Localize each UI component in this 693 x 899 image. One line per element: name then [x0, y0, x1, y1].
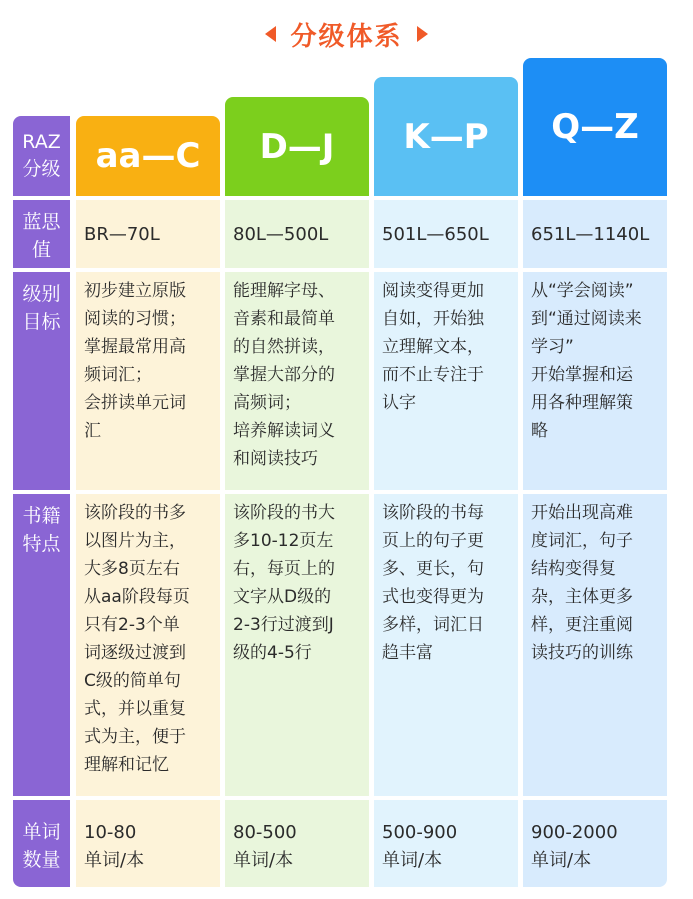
- page-title: 分级体系: [290, 21, 403, 52]
- text-line: 和阅读技巧: [233, 449, 318, 469]
- lexile-cell-aa-c: BR—70L: [76, 200, 220, 268]
- goals-cell-aa-c: [76, 272, 220, 490]
- text-line: 能理解字母、: [233, 281, 335, 301]
- text-line: 10-80: [84, 822, 137, 843]
- text-line: 略: [531, 421, 548, 441]
- text-line: 自如，开始独: [382, 309, 484, 329]
- level-header-q-z: Q—Z: [523, 58, 667, 196]
- text-line: 立理解文本，: [382, 337, 484, 357]
- text-line: 频词汇；: [84, 365, 152, 385]
- text-line: 用各种理解策: [531, 393, 633, 413]
- row-label-features: [13, 494, 70, 796]
- text-line: 只有2-3个单: [84, 615, 180, 635]
- level-header-aa-c: aa—C: [76, 116, 220, 196]
- text-line: C级的简单句: [84, 671, 181, 691]
- text-line: 大多8页左右: [84, 559, 180, 579]
- text-line: 多样，词汇日: [382, 615, 484, 635]
- text-line: 文字从D级的: [233, 587, 332, 607]
- text-line: 掌握大部分的: [233, 365, 335, 385]
- text-line: 式为主，便于: [84, 727, 186, 747]
- text-line: 该阶段的书每: [382, 503, 484, 523]
- words-cell-q-z: [523, 800, 667, 887]
- level-header-d-j: D—J: [225, 97, 369, 196]
- row-label-line: 数量: [22, 849, 61, 871]
- text-line: 词逐级过渡到: [84, 643, 186, 663]
- row-label-goals: [13, 272, 70, 490]
- words-cell-d-j: [225, 800, 369, 887]
- row-label-line: 蓝思: [22, 211, 61, 233]
- goals-cell-d-j: [225, 272, 369, 490]
- text-line: 2-3行过渡到J: [233, 615, 334, 635]
- text-line: 右，每页上的: [233, 559, 335, 579]
- text-line: 以图片为主，: [84, 531, 186, 551]
- lexile-cell-k-p: 501L—650L: [374, 200, 518, 268]
- row-label-line: 单词: [22, 821, 61, 843]
- text-line: 杂，主体更多: [531, 587, 633, 607]
- text-line: 阅读变得更加: [382, 281, 484, 301]
- row-label-line: 特点: [22, 533, 61, 555]
- title-bar: [0, 14, 693, 54]
- row-label-line: 目标: [22, 311, 61, 333]
- row-label-line: 级别: [22, 283, 61, 305]
- text-line: 页上的句子更: [382, 531, 484, 551]
- features-cell-aa-c: [76, 494, 220, 796]
- text-line: 度词汇，句子: [531, 531, 633, 551]
- text-line: 理解和记忆: [84, 755, 169, 775]
- text-line: 从aa阶段每页: [84, 587, 190, 607]
- lexile-cell-q-z: 651L—1140L: [523, 200, 667, 268]
- text-line: 汇: [84, 421, 101, 441]
- text-line: 单词/本: [382, 850, 443, 871]
- text-line: 900-2000: [531, 822, 618, 843]
- text-line: 80-500: [233, 822, 297, 843]
- text-line: 的自然拼读，: [233, 337, 335, 357]
- text-line: 认字: [382, 393, 416, 413]
- text-line: 500-900: [382, 822, 458, 843]
- text-line: 初步建立原版: [84, 281, 186, 301]
- features-cell-k-p: [374, 494, 518, 796]
- text-line: 结构变得复: [531, 559, 616, 579]
- lexile-cell-d-j: 80L—500L: [225, 200, 369, 268]
- text-line: 该阶段的书多: [84, 503, 186, 523]
- features-cell-q-z: [523, 494, 667, 796]
- text-line: 单词/本: [531, 850, 592, 871]
- goals-cell-k-p: [374, 272, 518, 490]
- text-line: 式，并以重复: [84, 699, 186, 719]
- text-line: 该阶段的书大: [233, 503, 335, 523]
- text-line: 单词/本: [233, 850, 294, 871]
- text-line: 趋丰富: [382, 643, 433, 663]
- text-line: 多、更长，句: [382, 559, 484, 579]
- goals-cell-q-z: [523, 272, 667, 490]
- raz-header-line: RAZ: [22, 131, 61, 153]
- row-label-lexile: [13, 200, 70, 268]
- text-line: 音素和最简单: [233, 309, 335, 329]
- text-line: 式也变得更为: [382, 587, 484, 607]
- text-line: 而不止专注于: [382, 365, 484, 385]
- text-line: 掌握最常用高: [84, 337, 186, 357]
- text-line: 多10-12页左: [233, 531, 334, 551]
- text-line: 读技巧的训练: [531, 643, 633, 663]
- row-label-words: [13, 800, 70, 887]
- text-line: 高频词；: [233, 393, 301, 413]
- words-cell-k-p: [374, 800, 518, 887]
- level-header-k-p: K—P: [374, 77, 518, 196]
- text-line: 到“通过阅读来: [531, 309, 642, 329]
- row-label-line: 书籍: [22, 505, 61, 527]
- text-line: 学习”: [531, 337, 574, 357]
- triangle-left-icon: [265, 26, 276, 42]
- text-line: 从“学会阅读”: [531, 281, 634, 301]
- text-line: 单词/本: [84, 850, 145, 871]
- features-cell-d-j: [225, 494, 369, 796]
- words-cell-aa-c: [76, 800, 220, 887]
- row-label-line: 值: [31, 239, 51, 261]
- text-line: 会拼读单元词: [84, 393, 186, 413]
- text-line: 样，更注重阅: [531, 615, 633, 635]
- triangle-right-icon: [417, 26, 428, 42]
- text-line: 开始出现高难: [531, 503, 633, 523]
- text-line: 开始掌握和运: [531, 365, 633, 385]
- text-line: 级的4-5行: [233, 643, 312, 663]
- text-line: 培养解读词义: [233, 421, 335, 441]
- text-line: 阅读的习惯；: [84, 309, 186, 329]
- raz-header-line: 分级: [22, 158, 61, 180]
- raz-header: [13, 116, 70, 196]
